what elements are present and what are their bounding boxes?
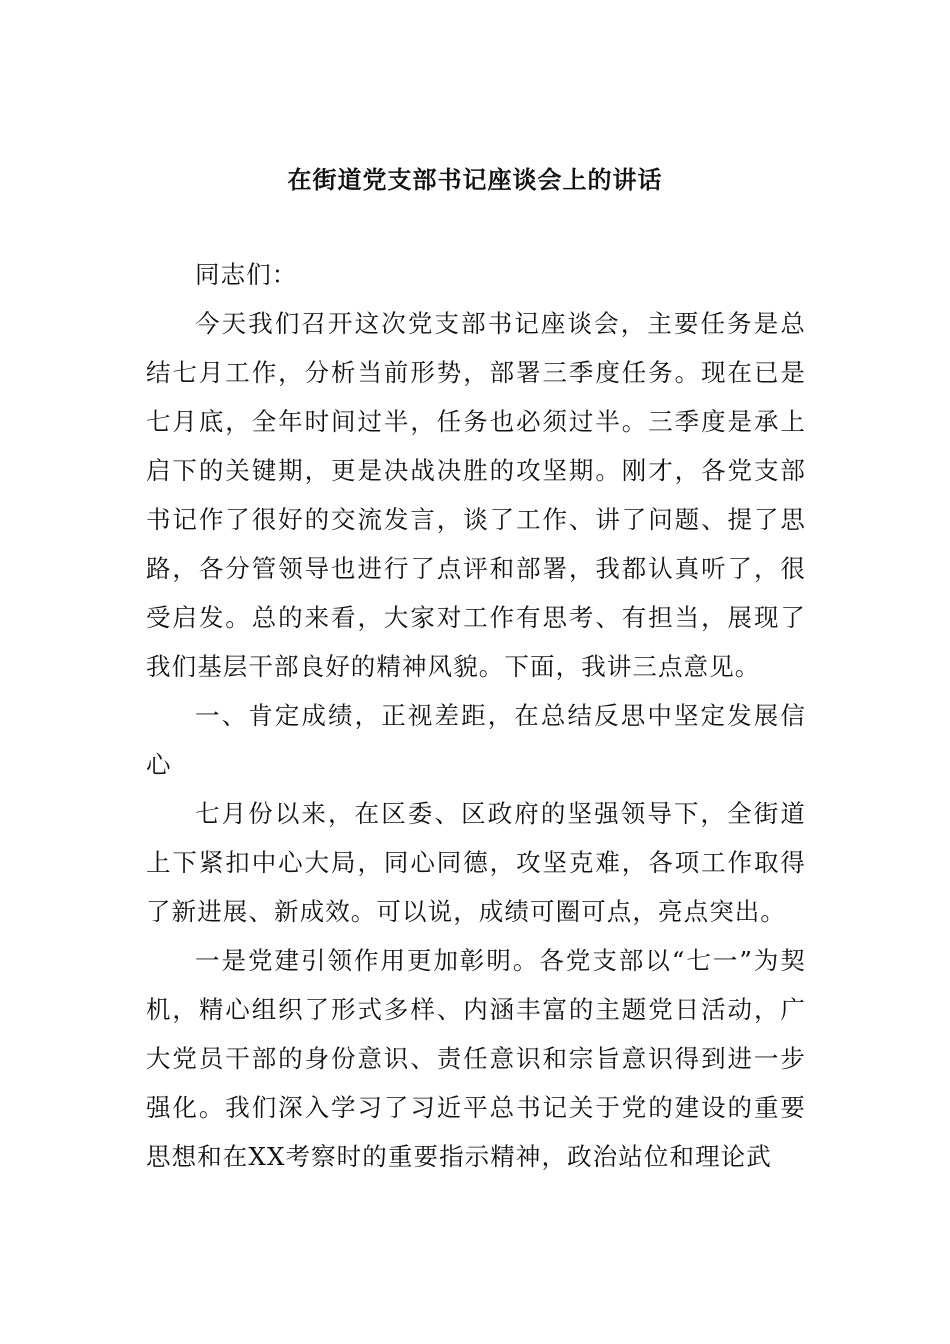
paragraph-party-building: 一是党建引领作用更加彰明。各党支部以“七一”为契机，精心组织了形式多样、内涵丰富的主题党日活动，广大党员干部的身份意识、责任意识和宗旨意识得到进一步强化。我们深入学习了习近平总书记关于党的建设的重要思想和在XX考察时的重要指示精神，政治站位和理论武 <box>146 946 806 1171</box>
document-body <box>146 250 806 1181</box>
salutation: 同志们： <box>195 260 298 289</box>
paragraph-july-summary: 七月份以来，在区委、区政府的坚强领导下，全街道上下紧扣中心大局，同心同德，攻坚克难，各项工作取得了新进展、新成效。可以说，成绩可圈可点，亮点突出。 <box>146 799 806 926</box>
paragraph-intro: 今天我们召开这次党支部书记座谈会，主要任务是总结七月工作，分析当前形势，部署三季度任务。现在已是七月底，全年时间过半，任务也必须过半。三季度是承上启下的关键期，更是决战决胜的攻坚期。刚才，各党支部书记作了很好的交流发言，谈了工作、讲了问题、提了思路，各分管领导也进行了点评和部署，我都认真听了，很受启发。总的来看，大家对工作有思考、有担当，展现了我们基层干部良好的精神风貌。下面，我讲三点意见。 <box>146 309 806 681</box>
section-heading-1: 一、肯定成绩，正视差距，在总结反思中坚定发展信心 <box>146 701 806 779</box>
document-title: 在街道党支部书记座谈会上的讲话 <box>287 165 663 194</box>
